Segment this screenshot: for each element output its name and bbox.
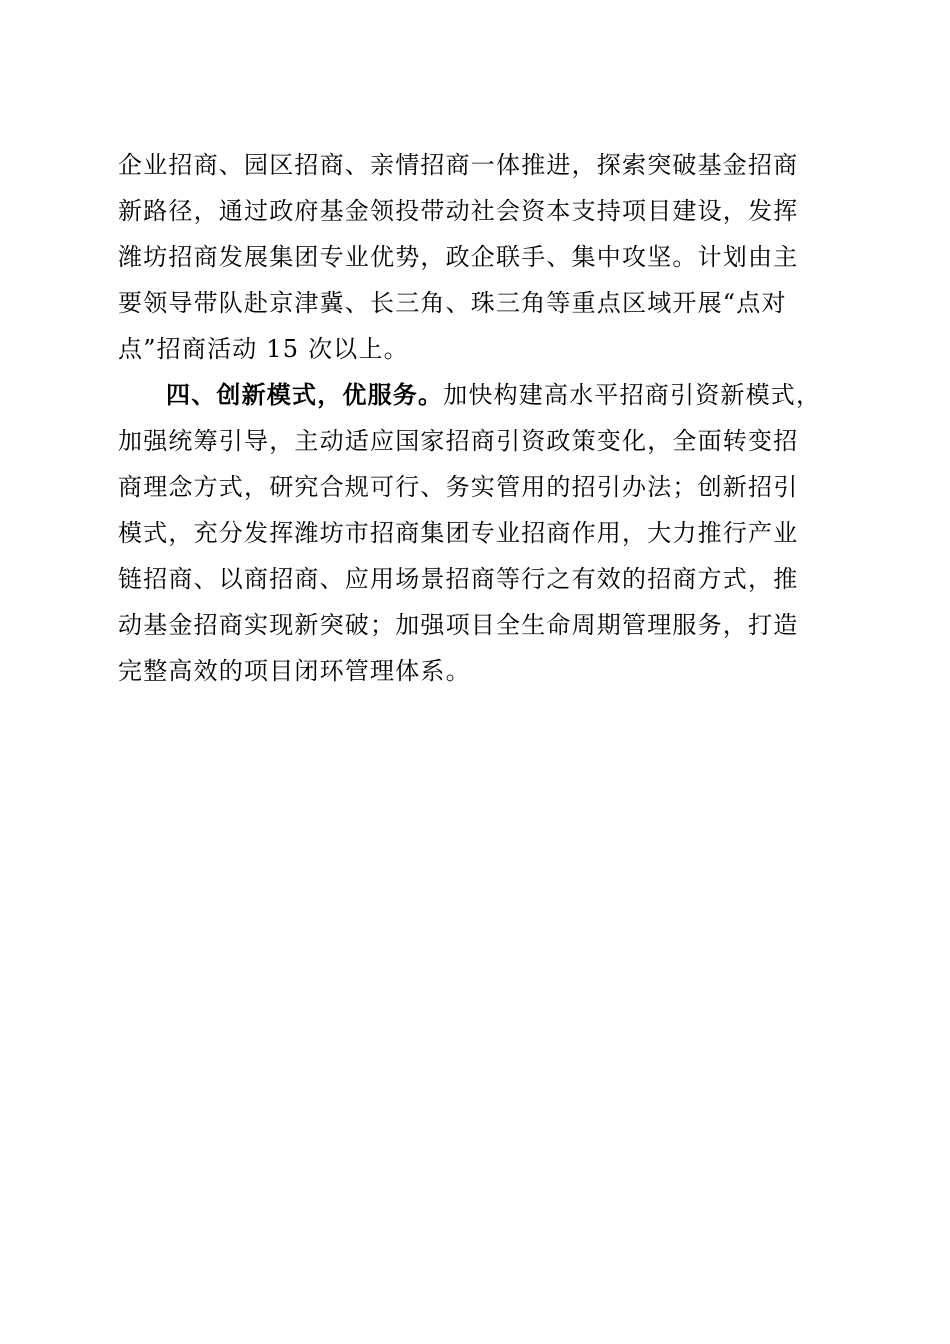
paragraph-line: 商理念方式，研究合规可行、务实管用的招引办法；创新招引 <box>118 473 799 501</box>
paragraph-line: 链招商、以商招商、应用场景招商等行之有效的招商方式，推 <box>118 565 799 593</box>
paragraph-line: 要领导带队赴京津冀、长三角、珠三角等重点区域开展“点对 <box>118 289 787 317</box>
paragraph-line-text: 加快构建高水平招商引资新模式， <box>443 381 822 409</box>
paragraph-line: 新路径，通过政府基金领投带动社会资本支持项目建设，发挥 <box>118 197 799 225</box>
section-heading: 四、创新模式，优服务。 <box>166 381 444 409</box>
paragraph-line: 点”招商活动 15 次以上。 <box>118 335 409 363</box>
paragraph-line: 企业招商、园区招商、亲情招商一体推进，探索突破基金招商 <box>118 151 799 179</box>
paragraph-line: 完整高效的项目闭环管理体系。 <box>118 657 471 685</box>
paragraph-line: 加强统筹引导，主动适应国家招商引资政策变化，全面转变招 <box>118 427 799 455</box>
paragraph-line: 动基金招商实现新突破；加强项目全生命周期管理服务，打造 <box>118 611 799 639</box>
paragraph-line: 模式，充分发挥潍坊市招商集团专业招商作用，大力推行产业 <box>118 519 799 547</box>
paragraph-first-line <box>118 372 830 418</box>
paragraph-innovation-mode <box>118 372 830 694</box>
paragraph-investment-promotion <box>118 142 830 372</box>
paragraph-line: 潍坊招商发展集团专业优势，政企联手、集中攻坚。计划由主 <box>118 243 799 271</box>
